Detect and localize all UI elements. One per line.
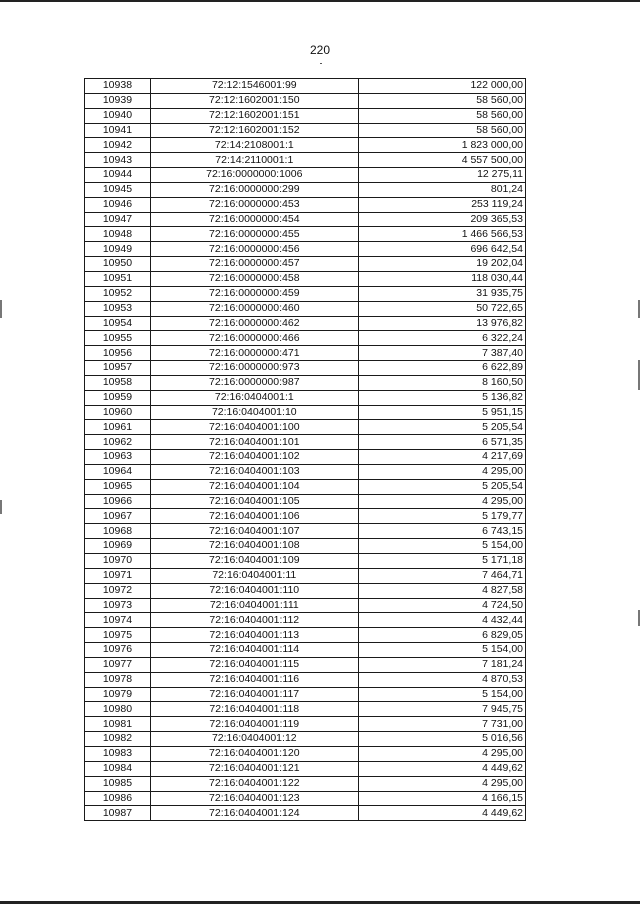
scan-edge-mark: [0, 500, 2, 514]
cadastral-number-cell: 72:16:0404001:1: [150, 390, 358, 405]
table-row: [85, 524, 526, 539]
value-cell: 5 154,00: [358, 539, 525, 554]
table-row: [85, 464, 526, 479]
row-number-cell: 10970: [85, 554, 151, 569]
value-cell: 7 731,00: [358, 717, 525, 732]
table-row: [85, 420, 526, 435]
row-number-cell: 10976: [85, 643, 151, 658]
row-number-cell: 10944: [85, 168, 151, 183]
cadastral-number-cell: 72:16:0404001:101: [150, 435, 358, 450]
table-row: [85, 331, 526, 346]
row-number-cell: 10982: [85, 732, 151, 747]
table-row: [85, 108, 526, 123]
value-cell: 6 571,35: [358, 435, 525, 450]
value-cell: 4 295,00: [358, 746, 525, 761]
cadastral-number-cell: 72:16:0000000:458: [150, 271, 358, 286]
row-number-cell: 10947: [85, 212, 151, 227]
row-number-cell: 10968: [85, 524, 151, 539]
value-cell: 118 030,44: [358, 271, 525, 286]
row-number-cell: 10956: [85, 346, 151, 361]
cadastral-number-cell: 72:16:0000000:299: [150, 182, 358, 197]
scan-speck: [320, 63, 322, 64]
row-number-cell: 10941: [85, 123, 151, 138]
table-row: [85, 197, 526, 212]
row-number-cell: 10949: [85, 242, 151, 257]
cadastral-number-cell: 72:12:1546001:99: [150, 79, 358, 94]
table-row: [85, 271, 526, 286]
row-number-cell: 10983: [85, 746, 151, 761]
row-number-cell: 10966: [85, 494, 151, 509]
table-row: [85, 672, 526, 687]
value-cell: 5 179,77: [358, 509, 525, 524]
value-cell: 7 387,40: [358, 346, 525, 361]
row-number-cell: 10952: [85, 286, 151, 301]
row-number-cell: 10959: [85, 390, 151, 405]
value-cell: 4 166,15: [358, 791, 525, 806]
value-cell: 6 322,24: [358, 331, 525, 346]
cadastral-number-cell: 72:16:0000000:1006: [150, 168, 358, 183]
table-row: [85, 79, 526, 94]
value-cell: 1 466 566,53: [358, 227, 525, 242]
cadastral-number-cell: 72:16:0404001:118: [150, 702, 358, 717]
cadastral-number-cell: 72:16:0404001:109: [150, 554, 358, 569]
cadastral-number-cell: 72:16:0000000:460: [150, 301, 358, 316]
row-number-cell: 10963: [85, 450, 151, 465]
cadastral-number-cell: 72:16:0404001:107: [150, 524, 358, 539]
cadastral-value-table: [84, 78, 526, 821]
cadastral-number-cell: 72:16:0404001:104: [150, 479, 358, 494]
value-cell: 5 205,54: [358, 479, 525, 494]
value-cell: 4 217,69: [358, 450, 525, 465]
row-number-cell: 10951: [85, 271, 151, 286]
cadastral-number-cell: 72:16:0404001:119: [150, 717, 358, 732]
table-row: [85, 717, 526, 732]
value-cell: 12 275,11: [358, 168, 525, 183]
value-cell: 5 951,15: [358, 405, 525, 420]
table-row: [85, 479, 526, 494]
cadastral-number-cell: 72:14:2108001:1: [150, 138, 358, 153]
row-number-cell: 10943: [85, 153, 151, 168]
row-number-cell: 10967: [85, 509, 151, 524]
cadastral-number-cell: 72:16:0000000:987: [150, 375, 358, 390]
value-cell: 253 119,24: [358, 197, 525, 212]
table-row: [85, 539, 526, 554]
table-row: [85, 346, 526, 361]
cadastral-number-cell: 72:16:0404001:10: [150, 405, 358, 420]
row-number-cell: 10981: [85, 717, 151, 732]
table-row: [85, 168, 526, 183]
value-cell: 1 823 000,00: [358, 138, 525, 153]
value-cell: 5 154,00: [358, 687, 525, 702]
table-body: [85, 79, 526, 821]
cadastral-number-cell: 72:16:0404001:114: [150, 643, 358, 658]
table-row: [85, 450, 526, 465]
cadastral-number-cell: 72:16:0404001:117: [150, 687, 358, 702]
cadastral-number-cell: 72:16:0000000:454: [150, 212, 358, 227]
value-cell: 4 449,62: [358, 761, 525, 776]
cadastral-number-cell: 72:16:0000000:457: [150, 257, 358, 272]
row-number-cell: 10973: [85, 598, 151, 613]
table-row: [85, 554, 526, 569]
cadastral-number-cell: 72:16:0000000:455: [150, 227, 358, 242]
row-number-cell: 10971: [85, 568, 151, 583]
table-row: [85, 153, 526, 168]
row-number-cell: 10960: [85, 405, 151, 420]
table-row: [85, 182, 526, 197]
value-cell: 5 154,00: [358, 643, 525, 658]
table-row: [85, 776, 526, 791]
value-cell: 122 000,00: [358, 79, 525, 94]
cadastral-number-cell: 72:16:0404001:116: [150, 672, 358, 687]
cadastral-number-cell: 72:16:0000000:471: [150, 346, 358, 361]
table-row: [85, 761, 526, 776]
table-row: [85, 613, 526, 628]
cadastral-number-cell: 72:16:0404001:122: [150, 776, 358, 791]
cadastral-number-cell: 72:16:0404001:108: [150, 539, 358, 554]
row-number-cell: 10939: [85, 93, 151, 108]
value-cell: 58 560,00: [358, 93, 525, 108]
row-number-cell: 10986: [85, 791, 151, 806]
cadastral-number-cell: 72:16:0000000:456: [150, 242, 358, 257]
value-cell: 5 136,82: [358, 390, 525, 405]
row-number-cell: 10948: [85, 227, 151, 242]
table-row: [85, 494, 526, 509]
table-row: [85, 732, 526, 747]
value-cell: 7 945,75: [358, 702, 525, 717]
cadastral-number-cell: 72:16:0404001:112: [150, 613, 358, 628]
table-row: [85, 257, 526, 272]
scan-edge-mark: [0, 300, 2, 318]
cadastral-number-cell: 72:12:1602001:150: [150, 93, 358, 108]
value-cell: 4 557 500,00: [358, 153, 525, 168]
table-row: [85, 361, 526, 376]
cadastral-number-cell: 72:16:0404001:12: [150, 732, 358, 747]
value-cell: 4 870,53: [358, 672, 525, 687]
cadastral-number-cell: 72:16:0000000:466: [150, 331, 358, 346]
table-row: [85, 390, 526, 405]
cadastral-number-cell: 72:16:0404001:123: [150, 791, 358, 806]
row-number-cell: 10945: [85, 182, 151, 197]
row-number-cell: 10962: [85, 435, 151, 450]
table-row: [85, 242, 526, 257]
table-row: [85, 375, 526, 390]
row-number-cell: 10984: [85, 761, 151, 776]
row-number-cell: 10979: [85, 687, 151, 702]
value-cell: 5 016,56: [358, 732, 525, 747]
table-row: [85, 435, 526, 450]
row-number-cell: 10950: [85, 257, 151, 272]
row-number-cell: 10946: [85, 197, 151, 212]
row-number-cell: 10974: [85, 613, 151, 628]
row-number-cell: 10977: [85, 657, 151, 672]
value-cell: 50 722,65: [358, 301, 525, 316]
value-cell: 696 642,54: [358, 242, 525, 257]
value-cell: 19 202,04: [358, 257, 525, 272]
cadastral-number-cell: 72:16:0404001:111: [150, 598, 358, 613]
cadastral-number-cell: 72:14:2110001:1: [150, 153, 358, 168]
scan-border-bottom: [0, 901, 640, 904]
row-number-cell: 10938: [85, 79, 151, 94]
row-number-cell: 10953: [85, 301, 151, 316]
value-cell: 6 829,05: [358, 628, 525, 643]
table-row: [85, 301, 526, 316]
table-row: [85, 687, 526, 702]
table-row: [85, 316, 526, 331]
cadastral-number-cell: 72:16:0404001:110: [150, 583, 358, 598]
value-cell: 209 365,53: [358, 212, 525, 227]
cadastral-number-cell: 72:16:0404001:121: [150, 761, 358, 776]
table-row: [85, 405, 526, 420]
table-row: [85, 509, 526, 524]
table-row: [85, 598, 526, 613]
row-number-cell: 10961: [85, 420, 151, 435]
value-cell: 7 181,24: [358, 657, 525, 672]
table-row: [85, 806, 526, 821]
table-row: [85, 628, 526, 643]
row-number-cell: 10958: [85, 375, 151, 390]
value-cell: 58 560,00: [358, 123, 525, 138]
value-cell: 13 976,82: [358, 316, 525, 331]
row-number-cell: 10987: [85, 806, 151, 821]
cadastral-number-cell: 72:16:0404001:105: [150, 494, 358, 509]
cadastral-number-cell: 72:16:0404001:102: [150, 450, 358, 465]
row-number-cell: 10940: [85, 108, 151, 123]
row-number-cell: 10957: [85, 361, 151, 376]
row-number-cell: 10978: [85, 672, 151, 687]
table-row: [85, 746, 526, 761]
value-cell: 4 432,44: [358, 613, 525, 628]
table-row: [85, 702, 526, 717]
table-row: [85, 643, 526, 658]
value-cell: 801,24: [358, 182, 525, 197]
table-row: [85, 138, 526, 153]
table-row: [85, 791, 526, 806]
table-row: [85, 583, 526, 598]
table-row: [85, 93, 526, 108]
row-number-cell: 10955: [85, 331, 151, 346]
cadastral-number-cell: 72:16:0404001:11: [150, 568, 358, 583]
table-row: [85, 123, 526, 138]
table-row: [85, 568, 526, 583]
scan-border-top: [0, 0, 640, 2]
table-row: [85, 286, 526, 301]
row-number-cell: 10980: [85, 702, 151, 717]
value-cell: 4 449,62: [358, 806, 525, 821]
row-number-cell: 10964: [85, 464, 151, 479]
row-number-cell: 10972: [85, 583, 151, 598]
value-cell: 58 560,00: [358, 108, 525, 123]
value-cell: 5 171,18: [358, 554, 525, 569]
value-cell: 4 295,00: [358, 464, 525, 479]
cadastral-number-cell: 72:16:0404001:100: [150, 420, 358, 435]
table-row: [85, 227, 526, 242]
row-number-cell: 10969: [85, 539, 151, 554]
cadastral-number-cell: 72:16:0404001:120: [150, 746, 358, 761]
cadastral-number-cell: 72:16:0404001:106: [150, 509, 358, 524]
table-row: [85, 212, 526, 227]
cadastral-number-cell: 72:16:0404001:103: [150, 464, 358, 479]
row-number-cell: 10942: [85, 138, 151, 153]
row-number-cell: 10975: [85, 628, 151, 643]
value-cell: 31 935,75: [358, 286, 525, 301]
row-number-cell: 10965: [85, 479, 151, 494]
value-cell: 6 622,89: [358, 361, 525, 376]
value-cell: 7 464,71: [358, 568, 525, 583]
cadastral-number-cell: 72:16:0404001:115: [150, 657, 358, 672]
value-cell: 5 205,54: [358, 420, 525, 435]
cadastral-number-cell: 72:16:0404001:124: [150, 806, 358, 821]
cadastral-number-cell: 72:16:0000000:973: [150, 361, 358, 376]
cadastral-number-cell: 72:16:0000000:459: [150, 286, 358, 301]
value-cell: 4 724,50: [358, 598, 525, 613]
value-cell: 4 827,58: [358, 583, 525, 598]
cadastral-number-cell: 72:16:0000000:453: [150, 197, 358, 212]
value-cell: 4 295,00: [358, 494, 525, 509]
value-cell: 4 295,00: [358, 776, 525, 791]
table-row: [85, 657, 526, 672]
value-cell: 6 743,15: [358, 524, 525, 539]
cadastral-number-cell: 72:12:1602001:152: [150, 123, 358, 138]
page-number: 220: [309, 43, 331, 57]
cadastral-number-cell: 72:12:1602001:151: [150, 108, 358, 123]
cadastral-number-cell: 72:16:0000000:462: [150, 316, 358, 331]
row-number-cell: 10954: [85, 316, 151, 331]
cadastral-number-cell: 72:16:0404001:113: [150, 628, 358, 643]
row-number-cell: 10985: [85, 776, 151, 791]
value-cell: 8 160,50: [358, 375, 525, 390]
